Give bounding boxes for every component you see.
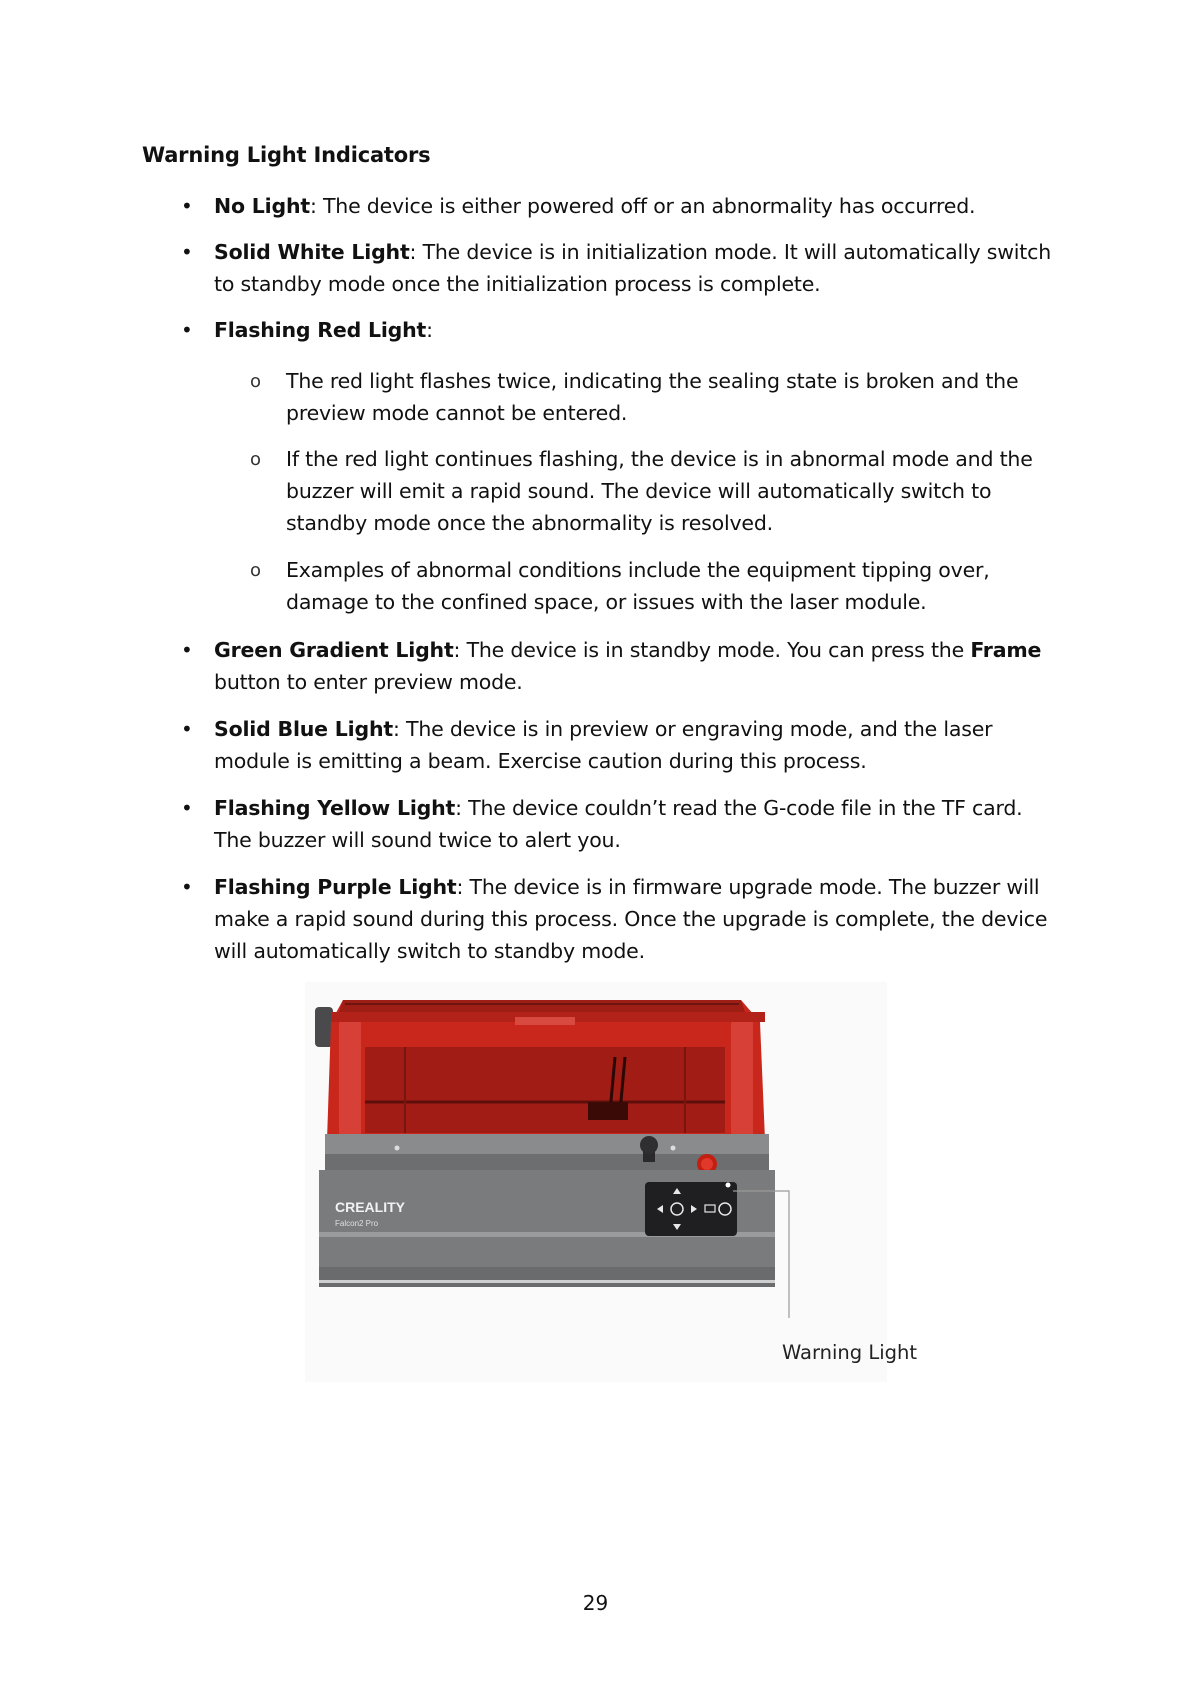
section-heading: Warning Light Indicators <box>142 143 431 167</box>
sub-item-text: Examples of abnormal conditions include the equipment tipping over, damage to the confined space, or issues with the laser module. <box>286 558 990 614</box>
list-item-no-light <box>181 190 1064 222</box>
item-text: : The device is in standby mode. You can press the <box>453 638 971 662</box>
laser-engraver-illustration <box>305 982 887 1382</box>
bullet: • <box>181 638 193 662</box>
bullet: • <box>181 318 193 342</box>
sub-item-flash-twice <box>250 365 1066 429</box>
sub-bullet: o <box>250 449 261 470</box>
item-text: : The device is either powered off or an abnormality has occurred. <box>309 194 976 218</box>
model-text: Falcon2 Pro <box>335 1219 379 1228</box>
item-term: Green Gradient Light <box>214 638 454 662</box>
item-text: : The device is in initialization mode. It will automatically switch to standby mode once the initialization process is complete. <box>214 240 1051 296</box>
brand-text: CREALITY <box>335 1199 405 1215</box>
sub-item-examples <box>250 554 1066 618</box>
sub-item-text: If the red light continues flashing, the device is in abnormal mode and the buzzer will emit a rapid sound. The device will automatically switch to standby mode once the abnormality is resolved. <box>286 447 1033 535</box>
bullet: • <box>181 717 193 741</box>
list-item-green-gradient <box>181 634 1064 698</box>
bullet: • <box>181 240 193 264</box>
list-item-flashing-purple <box>181 871 1064 967</box>
list-item-flashing-yellow <box>181 792 1064 856</box>
item-term: Solid Blue Light <box>214 717 393 741</box>
item-text: : The device is in preview or engraving mode, and the laser module is emitting a beam. Exercise caution during this process. <box>214 717 993 773</box>
sub-bullet: o <box>250 560 261 581</box>
item-bold-keyword: Frame <box>970 638 1042 662</box>
list-item-solid-blue <box>181 713 1064 777</box>
item-term: Flashing Purple Light <box>214 875 457 899</box>
sub-bullet: o <box>250 371 261 392</box>
item-term: No Light <box>214 194 310 218</box>
item-term: Flashing Red Light <box>214 318 427 342</box>
bullet: • <box>181 194 193 218</box>
item-text: : The device is in firmware upgrade mode. The buzzer will make a rapid sound during this process. Once the upgrade is complete, the device will automatically switch to standby mode. <box>214 875 1048 963</box>
warning-light-label: Warning Light <box>782 1341 918 1364</box>
list-item-flashing-red <box>181 314 1064 346</box>
page-number: 29 <box>582 1591 609 1615</box>
bullet: • <box>181 796 193 820</box>
list-item-solid-white <box>181 236 1064 300</box>
item-term: Solid White Light <box>214 240 410 264</box>
device-figure <box>305 982 887 1382</box>
bullet: • <box>181 875 193 899</box>
item-text: : <box>426 318 433 342</box>
item-term: Flashing Yellow Light <box>214 796 456 820</box>
sub-item-continuous-flash <box>250 443 1066 539</box>
item-text: : The device couldn’t read the G-code file in the TF card. The buzzer will sound twice to alert you. <box>214 796 1023 852</box>
sub-item-text: The red light flashes twice, indicating the sealing state is broken and the preview mode cannot be entered. <box>286 369 1019 425</box>
item-text-continued: button to enter preview mode. <box>214 670 523 694</box>
